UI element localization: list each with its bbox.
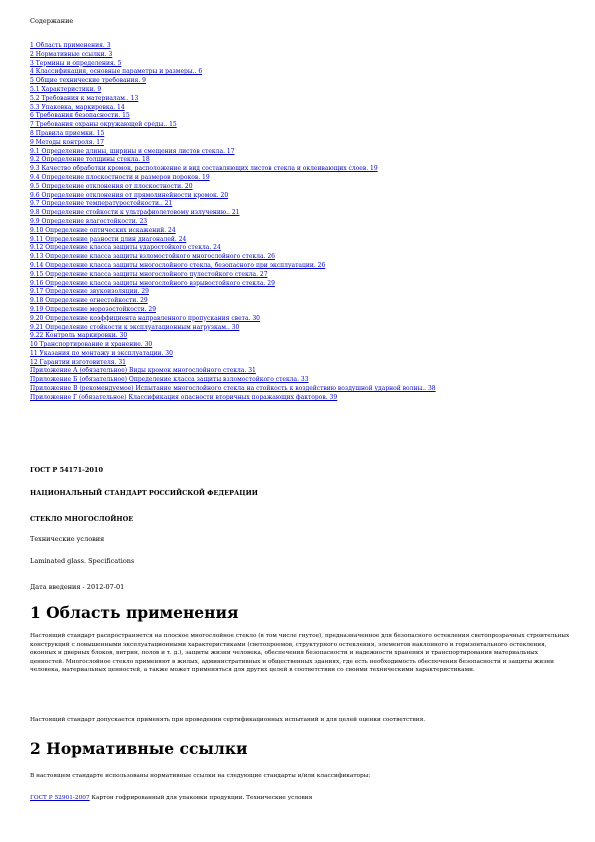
toc-link[interactable]: Приложение А (обязательное) Виды кромок многослойного стекла. 31 xyxy=(30,367,256,375)
toc-link[interactable]: 1 Область применения. 3 xyxy=(30,42,111,49)
toc-link[interactable]: 3 Термины и определения. 5 xyxy=(30,59,122,67)
toc-link[interactable]: 5.1 Характеристики. 9 xyxy=(30,85,102,93)
section-1-paragraph: Настоящий стандарт распространяется на плоское многослойное стекло (в том числе гнутое), предназначенное для безопасного остекления светопрозрачных строительных конструкций с повышенными эксплуатационными характеристиками (светопроемов, структурного остекления, элементов наклонного и горизонтального остекления, оконных и дверных блоков, витрин, полов и т. д.), защиты жизни человека, обеспечения безопасности и надежности хранения и транспортирования материальных ценностей. Многослойное стекло применяют в жилых, административных и общественных зданиях, где есть необходимость обеспечения безопасности и защиты жизни человека, материальных ценностей, а также может применяться для других целей в соответствии со своими техническими характеристиками. xyxy=(30,633,570,674)
toc-link[interactable]: 9.10 Определение оптических искажений. 24 xyxy=(30,226,176,234)
toc-link[interactable]: 10 Транспортирование и хранение. 30 xyxy=(30,341,153,349)
toc-link[interactable]: 9 Методы контроля. 17 xyxy=(30,138,104,146)
standard-label: НАЦИОНАЛЬНЫЙ СТАНДАРТ РОССИЙСКОЙ ФЕДЕРАЦИИ xyxy=(30,489,258,497)
section-1-paragraph-2: Настоящий стандарт допускается применять при проведении сертификационных испытаний и для целей оценки соответствия. xyxy=(30,717,426,723)
toc-link[interactable]: 12 Гарантии изготовителя. 31 xyxy=(30,358,126,366)
contents-title: Содержание xyxy=(30,17,74,25)
toc-link[interactable]: 4 Классификация, основные параметры и размеры.. 6 xyxy=(30,68,203,76)
toc-link[interactable]: 9.7 Определение температуростойкости.. 21 xyxy=(30,200,173,208)
toc-link[interactable]: 9.16 Определение класса защиты многослойного взрывостойкого стекла. 29 xyxy=(30,279,275,287)
reference-link[interactable]: ГОСТ Р 52901-2007 xyxy=(30,795,90,801)
section-2-heading: 2 Нормативные ссылки xyxy=(30,739,248,758)
toc-link[interactable]: 9.15 Определение класса защиты многослойного пулестойкого стекла. 27 xyxy=(30,270,268,278)
reference-line xyxy=(30,794,572,803)
reference-title: Картон гофрированный для упаковки продукции. Технические условия xyxy=(89,795,313,801)
toc-link[interactable]: 2 Нормативные ссылки. 3 xyxy=(30,50,113,58)
toc-link[interactable]: 9.14 Определение класса защиты многослойного стекла, безопасного при эксплуатации. 26 xyxy=(30,261,326,269)
toc-link[interactable]: Приложение Г (обязательное) Классификация опасности вторичных поражающих факторов. 39 xyxy=(30,393,338,401)
document-subtitle: Технические условия xyxy=(30,535,105,543)
toc-link[interactable]: 5.3 Упаковка, маркировка. 14 xyxy=(30,103,125,111)
toc-link[interactable]: 9.6 Определение отклонения от прямолинейности кромок. 20 xyxy=(30,191,229,199)
toc-link[interactable]: 9.21 Определение стойкости к эксплуатационным нагрузкам.. 30 xyxy=(30,323,240,331)
toc-link[interactable]: 9.4 Определение плоскостности и размеров пороков. 19 xyxy=(30,173,210,181)
toc-link[interactable]: 6 Требования безопасности. 15 xyxy=(30,112,130,120)
toc-link[interactable]: 9.9 Определение влагостойкости. 23 xyxy=(30,217,148,225)
toc-link[interactable]: 7 Требования охраны окружающей среды.. 15 xyxy=(30,121,177,129)
toc-link[interactable]: 9.17 Определение звукоизоляции. 29 xyxy=(30,288,149,296)
toc-link[interactable]: 5 Общие технические требования. 9 xyxy=(30,77,146,85)
toc-link[interactable]: 9.11 Определение разности длин диагоналей. 24 xyxy=(30,235,187,243)
document-title-en: Laminated glass. Specifications xyxy=(30,557,135,565)
introduction-date: Дата введения - 2012-07-01 xyxy=(30,583,125,591)
toc-link[interactable]: 8 Правила приемки. 15 xyxy=(30,129,105,137)
toc-link[interactable]: 9.8 Определение стойкости к ультрафиолетовому излучению.. 21 xyxy=(30,209,240,217)
toc-link[interactable]: 5.2 Требования к материалам.. 13 xyxy=(30,94,139,102)
toc-link[interactable]: 9.2 Определение толщины стекла. 18 xyxy=(30,156,150,164)
toc-link[interactable]: 9.20 Определение коэффициента направленного пропускания света. 30 xyxy=(30,314,260,322)
toc-link[interactable]: 9.13 Определение класса защиты взломостойкого многослойного стекла. 26 xyxy=(30,253,275,261)
document-title: СТЕКЛО МНОГОСЛОЙНОЕ xyxy=(30,515,134,523)
toc-link[interactable]: 9.3 Качество обработки кромок, расположение и вид составляющих листов стекла и оклеивающих слоев. 19 xyxy=(30,165,378,173)
toc-link[interactable]: 9.18 Определение огнестойкости. 29 xyxy=(30,297,148,305)
document-code: ГОСТ Р 54171-2010 xyxy=(30,466,103,474)
toc-link[interactable]: 9.1 Определение длины, ширины и смещения листов стекла. 17 xyxy=(30,147,235,155)
section-1-heading: 1 Область применения xyxy=(30,603,239,622)
toc-link[interactable]: Приложение В (рекомендуемое) Испытание многослойного стекла на стойкость к воздействию воздушной ударной волны.. 38 xyxy=(30,385,436,393)
toc-link[interactable]: 9.22 Контроль маркировки. 30 xyxy=(30,332,128,340)
section-2-paragraph: В настоящем стандарте использованы нормативные ссылки на следующие стандарты и/или классификаторы: xyxy=(30,773,371,779)
toc-link[interactable]: Приложение Б (обязательное) Определение класса защиты взломостойкого стекла. 33 xyxy=(30,376,309,384)
toc-link[interactable]: 11 Указания по монтажу и эксплуатации. 30 xyxy=(30,349,173,357)
table-of-contents xyxy=(30,42,575,403)
toc-link[interactable]: 9.12 Определение класса защиты ударостойкого стекла. 24 xyxy=(30,244,221,252)
toc-link[interactable]: 9.19 Определение морозостойкости. 29 xyxy=(30,305,157,313)
toc-link[interactable]: 9.5 Определение отклонения от плоскостности. 20 xyxy=(30,182,193,190)
